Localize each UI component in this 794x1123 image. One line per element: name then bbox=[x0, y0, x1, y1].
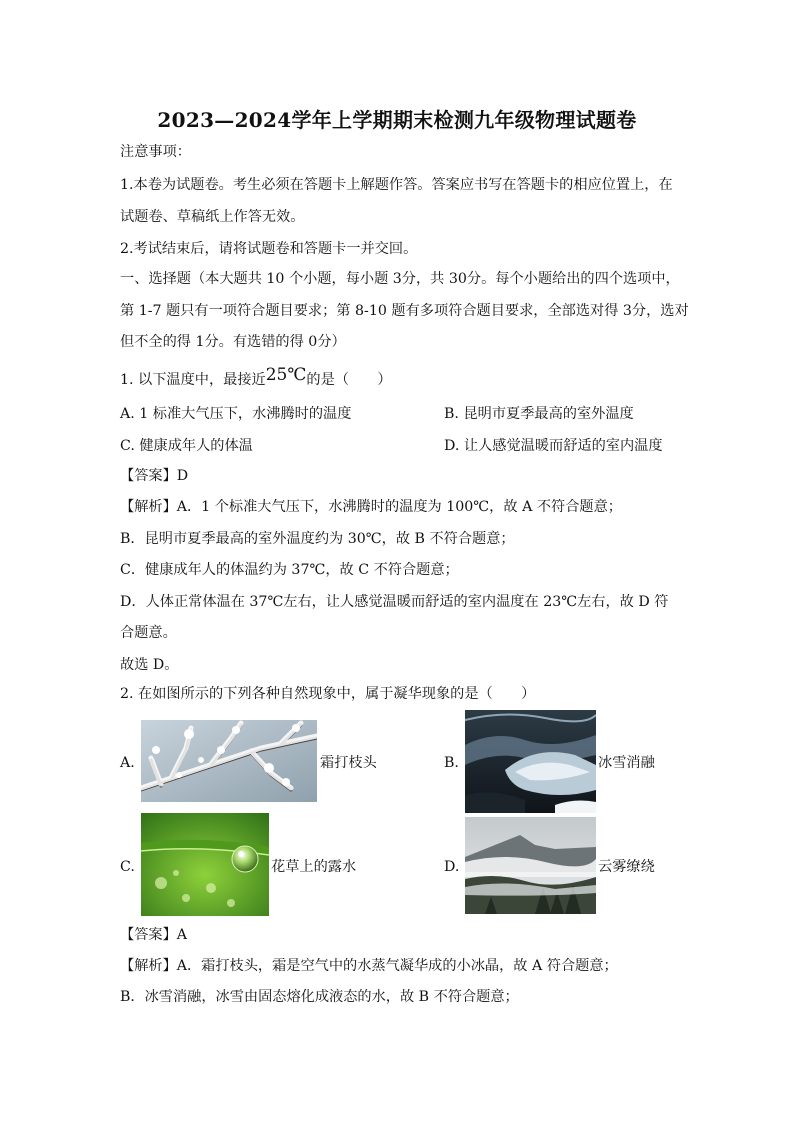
frost-branches-image bbox=[141, 720, 317, 802]
q2-option-b-caption: 冰雪消融 bbox=[598, 755, 655, 771]
q1-stem-after: 的是（ ） bbox=[306, 372, 392, 388]
section-heading-line-2: 第 1-7 题只有一项符合题目要求；第 8-10 题有多项符合题目要求，全部选对得 3分，选对 bbox=[120, 303, 689, 319]
q2-answer: 【答案】A bbox=[120, 927, 187, 943]
q2-option-d-caption: 云雾缭绕 bbox=[598, 859, 655, 875]
q2-stem: 2. 在如图所示的下列各种自然现象中，属于凝华现象的是（ ） bbox=[120, 686, 536, 702]
melting-ice-image bbox=[465, 710, 596, 813]
q2-option-a-caption: 霜打枝头 bbox=[320, 755, 377, 771]
q1-option-d: D. 让人感觉温暖而舒适的室内温度 bbox=[444, 438, 663, 454]
q1-analysis-line-3: C．健康成年人的体温约为 37℃，故 C 不符合题意； bbox=[120, 562, 459, 578]
q1-analysis-line-4: D．人体正常体温在 37℃左右，让人感觉温暖而舒适的室内温度在 23℃左右，故 D 符 bbox=[120, 594, 669, 610]
notice-item-2: 2.考试结束后，请将试题卷和答题卡一并交回。 bbox=[120, 241, 418, 257]
misty-mountains-image bbox=[465, 817, 596, 914]
q2-option-c-letter: C. bbox=[120, 859, 135, 875]
q1-answer: 【答案】D bbox=[120, 468, 189, 484]
q1-stem bbox=[120, 365, 680, 389]
q1-analysis-line-1: 【解析】A．1 个标准大气压下，水沸腾时的温度为 100℃，故 A 不符合题意； bbox=[120, 499, 622, 515]
page-title: 2023—2024学年上学期期末检测九年级物理试题卷 bbox=[157, 108, 637, 132]
q1-option-c: C. 健康成年人的体温 bbox=[120, 438, 253, 454]
dew-drop-image bbox=[141, 813, 269, 916]
q1-analysis-line-5: 合题意。 bbox=[120, 625, 177, 641]
q1-analysis-line-2: B．昆明市夏季最高的室外温度约为 30℃，故 B 不符合题意； bbox=[120, 531, 515, 547]
section-heading-line-3: 但不全的得 1分。有选错的得 0分） bbox=[120, 334, 346, 350]
q2-option-c-caption: 花草上的露水 bbox=[271, 859, 357, 875]
notice-item-1-line-2: 试题卷、草稿纸上作答无效。 bbox=[120, 209, 305, 225]
q1-conclusion: 故选 D。 bbox=[120, 657, 179, 673]
q1-option-b: B. 昆明市夏季最高的室外温度 bbox=[444, 406, 634, 422]
q1-option-a: A. 1 标准大气压下，水沸腾时的温度 bbox=[120, 406, 352, 422]
section-heading-line-1: 一、选择题（本大题共 10 个小题，每小题 3分，共 30分。每个小题给出的四个选项中， bbox=[120, 271, 680, 287]
q2-option-a-letter: A. bbox=[120, 755, 135, 771]
q2-option-b-letter: B. bbox=[444, 755, 459, 771]
q1-stem-before: 1. 以下温度中，最接近 bbox=[120, 372, 266, 388]
q1-stem-temp: 25℃ bbox=[265, 365, 307, 385]
notice-heading: 注意事项： bbox=[120, 144, 191, 160]
notice-item-1-line-1: 1.本卷为试题卷。考生必须在答题卡上解题作答。答案应书写在答题卡的相应位置上，在 bbox=[120, 177, 673, 193]
q2-option-d-letter: D. bbox=[444, 859, 460, 875]
q2-analysis-line-1: 【解析】A．霜打枝头，霜是空气中的水蒸气凝华成的小冰晶，故 A 符合题意； bbox=[120, 958, 618, 974]
q2-analysis-line-2: B．冰雪消融，冰雪由固态熔化成液态的水，故 B 不符合题意； bbox=[120, 989, 519, 1005]
